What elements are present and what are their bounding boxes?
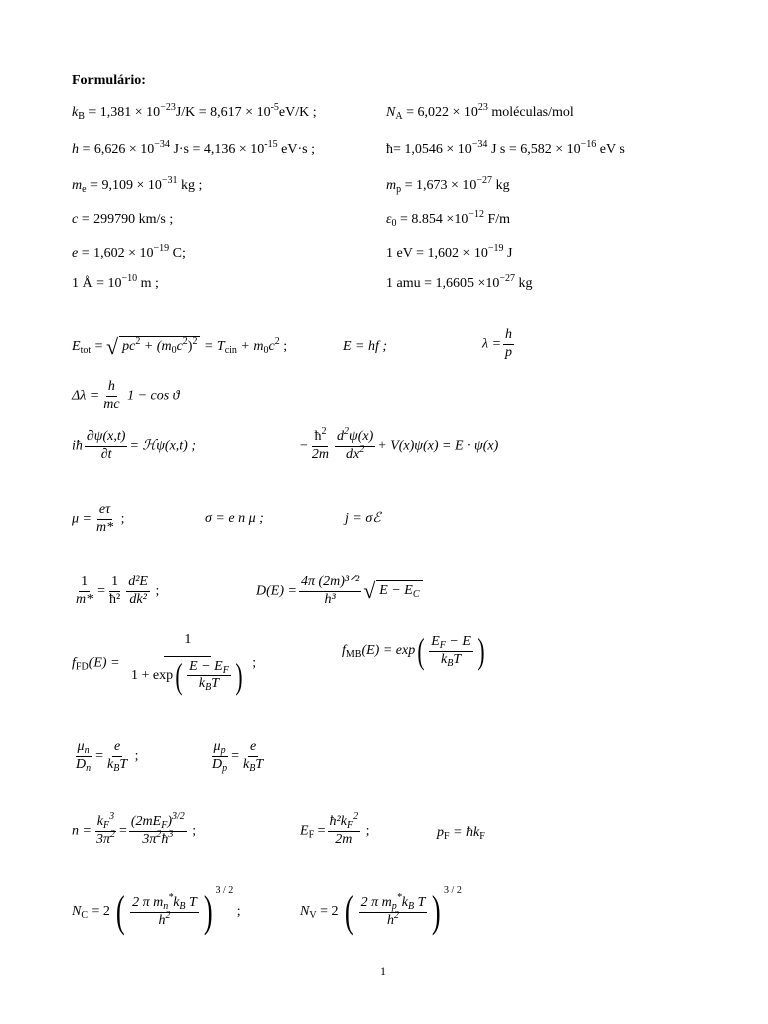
constant-hbar: ħ= $1,0546 \times 10^{-34}$ J $s = 6,582 \times 10^{-16}$ eV s <box>386 139 625 157</box>
constant-avogadro: $N_A = 6,022 \times 10^{23}$ moléculas/mol <box>386 102 574 122</box>
formula-mobility: μ = $\frac{e\tau}{m*}$ ; <box>72 502 125 535</box>
formula-maxwell-boltzmann: $f_{MB}(E) = \exp$( $\frac{E_F - E}{k_BT}$ ) <box>342 631 485 671</box>
formula-density-of-states: D(E) = $\frac{\text{4π (2m)³ᐟ²}}{\text{h³}}$ √ $E - E_C$ <box>256 575 423 607</box>
constant-boltzmann: $k_B = 1,381 \times 10^{-23}J/K = 8,617 \times 10^{-5}eV/K$ ; <box>72 102 317 122</box>
formula-conductivity: σ = e n μ ; <box>205 511 264 526</box>
formula-fermi-dirac: $f_{FD}(E)$ = 1 1 + exp( $\frac{E - E_F}{k_BT}$ ) ; <box>72 632 257 696</box>
formula-current-density: j = σℰ <box>345 511 381 526</box>
constant-planck: $h = 6,626 \times 10^{-34}$ $J\cdot s = 4,136 \times 10^{-15}$ eV·s ; <box>72 139 315 157</box>
constant-elementary-charge: $e = 1,602 \times 10^{-19}$ C; <box>72 243 186 261</box>
constant-speed-of-light: c = 299790 km/s ; <box>72 212 174 227</box>
constant-permittivity: $\varepsilon_0 = 8.854 \times 10^{-12}$ F/m <box>386 209 511 229</box>
formula-electron-density: n = $\frac{k_F^3}{3\pi^2}$ = $\frac{(2mE_F)^{3/2}}{3\pi^2ħ^3}$ ; <box>72 811 197 847</box>
formula-nv: $N_V = 2$ ( $\frac{2 \pi m_p^*k_B T}{h^2}$ ) $^{3 / 2}$ <box>300 885 462 936</box>
formula-einstein-holes: $\frac{\mu_p}{D_p}$ = $\frac{e}{k_BT}$ <box>212 739 264 774</box>
formula-fermi-energy: $E_F$ = $\frac{ħ^2k_F^2}{2m}$ ; <box>300 811 370 847</box>
constant-proton-mass: $m_p = 1,673 \times 10^{-27}$ kg <box>386 175 510 195</box>
constant-electronvolt: 1 eV = $1,602 \times 10^{-19}$ J <box>386 243 513 261</box>
formula-schrodinger-time: iħ $\frac{\partial\psi(x,t)}{\partial t}$ = ℋψ(x,t) ; <box>72 429 197 462</box>
formula-photon-energy: E = hf ; <box>343 339 388 354</box>
page-number: 1 <box>380 964 386 978</box>
constant-angstrom: 1 Å = $10^{-10}$ m ; <box>72 273 159 291</box>
formula-de-broglie: λ = $\frac{h}{p}$ <box>482 327 513 360</box>
page-title: Formulário: <box>72 73 146 88</box>
constant-electron-mass: $m_e = 9,109 \times 10^{-31}$ kg ; <box>72 175 203 195</box>
formula-nc: $N_C = 2$ ( $\frac{2 \pi m_n^*k_B T}{h^2}$ ) $^{3 / 2}$ ; <box>72 885 241 936</box>
formula-schrodinger-stationary: − $\frac{ħ^2}{2m}$ $\frac{d^2\psi(x)}{dx^2}$ + V(x)ψ(x) = E · ψ(x) <box>300 426 499 462</box>
formula-compton: Δλ = $\frac{h}{mc}$ 1 − cos ϑ <box>72 379 180 412</box>
formula-einstein-electrons: $\frac{\mu_n}{D_n}$ = $\frac{e}{k_BT}$ ; <box>76 739 139 774</box>
formula-effective-mass: $\frac{1}{m*}$ = $\frac{1}{\text{ħ²}}$ $\frac{\text{d²E}}{\text{dk²}}$ ; <box>76 574 160 607</box>
constant-amu: 1 amu = $1,6605 \times 10^{-27}$ kg <box>386 273 533 291</box>
formula-total-energy: $E_{tot}$ = √ $pc^2 + (m_0c^2)^2 = T_{cin} + m_0c^2$ ; <box>72 334 288 359</box>
formula-fermi-momentum: $p_F$ = $ħk_F$ <box>437 825 485 842</box>
